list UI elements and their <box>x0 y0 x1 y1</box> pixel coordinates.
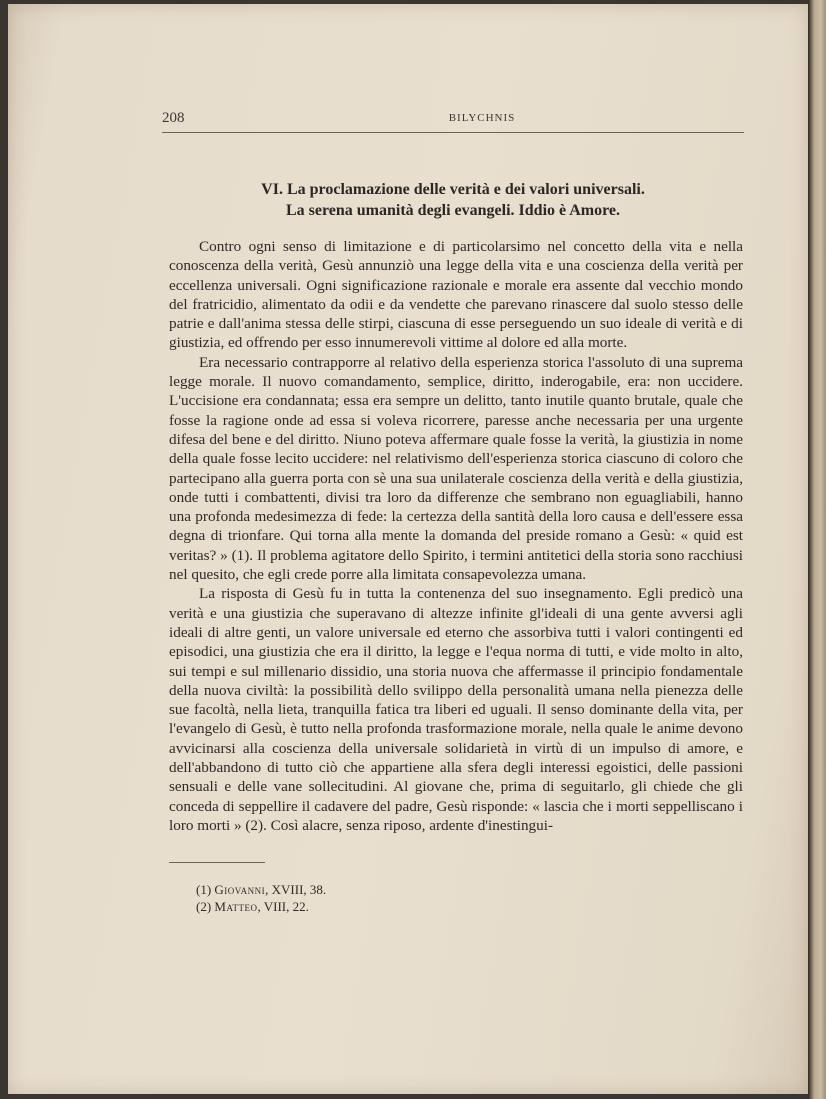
footnote-2-author: Matteo <box>214 899 258 914</box>
paragraph-1: Contro ogni senso di limitazione e di particolarsimo nel concetto della vita e nella conoscenza della verità, Gesù annunziò una legge della vita e una coscienza della verità per eccellenza universali. Ogni significazione razionale e morale era assente dal vecchio mondo del fratricidio, alimentato da odii e da vendette che parevano rinascere dal suolo stesso delle patrie e dall'anima stessa delle stirpi, ciascuna di esse perseguendo un suo ideale di verità e di giustizia, ed offrendo per esso innumerevoli vittime al dolore ed alla morte. <box>169 238 743 352</box>
section-title-line-2: La serena umanità degli evangeli. Iddio è Amore. <box>285 202 621 219</box>
section-title-line-1: VI. La proclamazione delle verità e dei valori universali. <box>261 181 645 198</box>
footnote-2 <box>196 898 326 915</box>
footnote-1-author: Giovanni <box>214 882 266 897</box>
page-number: 208 <box>162 110 185 126</box>
footnote-2-mark: (2) <box>196 899 212 914</box>
body-text <box>169 237 743 835</box>
book-page <box>8 4 808 1094</box>
footnote-divider <box>169 862 265 863</box>
paragraph-2: Era necessario contrapporre al relativo della esperienza storica l'assoluto di una suprema legge morale. Il nuovo comandamento, semplice, diritto, inderogabile, era: non uccidere. L'uccisione era condannata; essa era sempre un delitto, tanto inutile quanto brutale, quale che fosse la ragione onde ad essa si voleva ricorrere, paresse anche necessaria per una urgente difesa del bene e del diritto. Niuno poteva affermare quale fosse la verità, la giustizia in nome della quale fosse lecito uccidere: nel relativismo dell'esperienza storica ciascuno di coloro che partecipano alla guerra porta con sè una sua unilaterale coscienza della verità e della giustizia, onde tutti i combattenti, divisi tra loro da differenze che sembrano non eguagliabili, hanno una profonda medesimezza di fede: la certezza della santità della loro causa e dell'essere essa degna di trionfare. Qui torna alla mente la domanda del preside romano a Gesù: « quid est veritas? » (1). Il problema agitatore dello Spirito, i termini antitetici della storia sono racchiusi nel quesito, che egli crede porre alla limitata consapevolezza umana. <box>169 353 743 584</box>
footnote-1 <box>196 881 326 898</box>
footnote-2-ref: , VIII, 22. <box>257 899 309 914</box>
footnote-1-ref: , XVIII, 38. <box>265 882 327 897</box>
footnotes <box>196 881 326 915</box>
paragraph-3: La risposta di Gesù fu in tutta la contenenza del suo insegnamento. Egli predicò una verità e una giustizia che superavano di altezze infinite gl'ideali di una gente avversi agli ideali di altre genti, un valore universale ed eterno che assorbiva tutti i valori contingenti ed episodici, una giustizia che era il diritto, la legge e l'equa norma di tutti, e vide molto in alto, sui tempi e sul millenario dissidio, una storia nuova che affermasse il principio fondamentale della nuova civiltà: la possibilità dello svilippo della personalità umana nella pienezza delle sue facoltà, nella lieta, tranquilla fatica tra liberi ed uguali. Il senso dominante della vita, per l'evangelo di Gesù, è tutto nella profonda trasformazione morale, nella quale le anime devono avvicinarsi alla coscienza della universale solidarietà in virtù di un impulso di amore, e dell'abbandono di tutto ciò che appartiene alla sfera degli interessi egoistici, delle passioni sensuali e delle vane sollecitudini. Al giovane che, prima di seguitarlo, gli chiede che gli conceda di seppellire il cadavere del padre, Gesù risponde: « lascia che i morti seppelliscano i loro morti » (2). Così alacre, senza riposo, ardente d'inestingui- <box>169 585 743 834</box>
page-header <box>162 108 744 133</box>
footnote-1-mark: (1) <box>196 882 212 897</box>
adjacent-page-edge <box>808 0 826 1099</box>
section-title <box>162 179 744 221</box>
running-head: BILYCHNIS <box>448 112 516 124</box>
